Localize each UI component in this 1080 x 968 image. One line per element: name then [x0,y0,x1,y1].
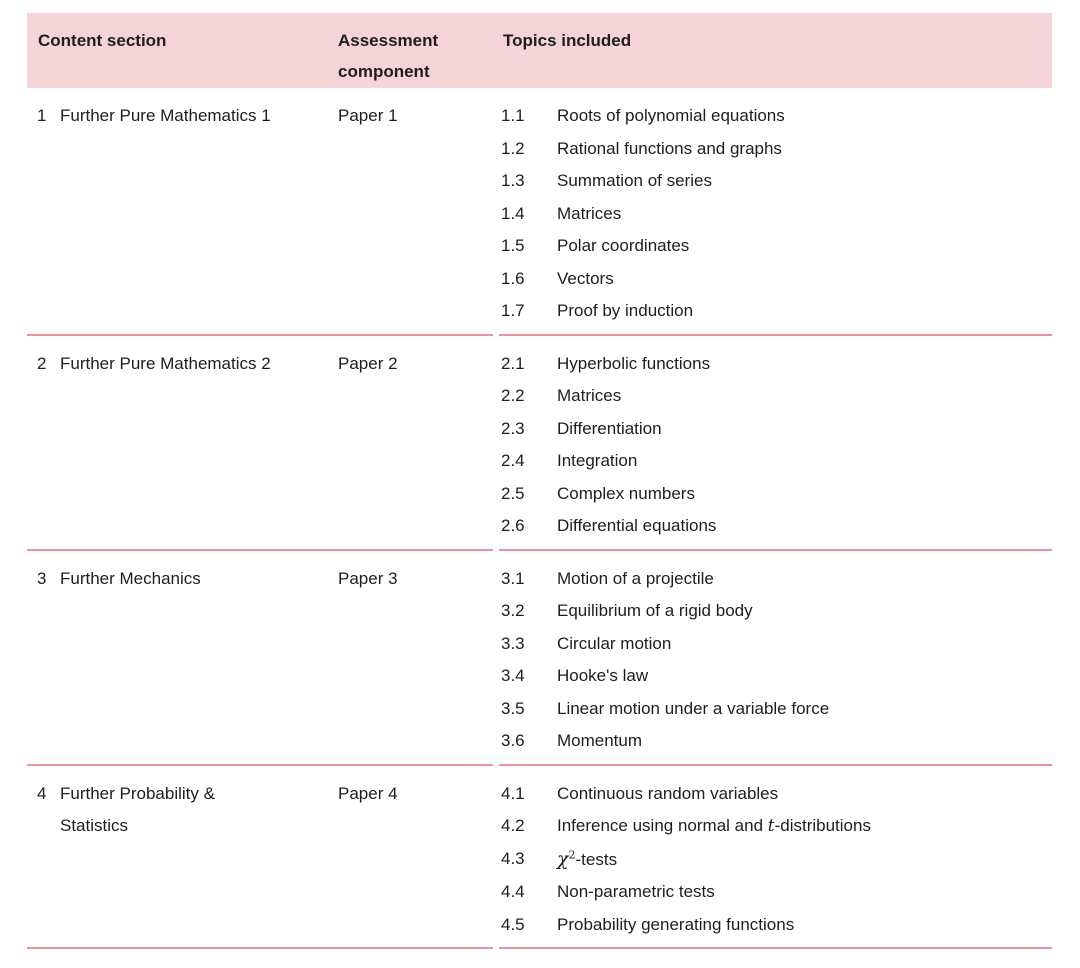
topic-number: 2.3 [501,418,525,438]
topic-number: 2.4 [501,451,525,470]
topic-number: 2.5 [501,483,525,503]
topic-item [501,198,1052,231]
topic-text: Momentum [557,731,643,750]
topic-number: 2.6 [501,516,525,535]
topics-list [499,88,1052,336]
topic-text: Matrices [557,386,622,405]
topic-item [501,295,1052,328]
topic-item [501,563,1052,596]
table-row-further-pure-mathematics-1 [27,88,1052,336]
table-header-row [27,13,1052,88]
topic-number: 1.4 [501,203,525,223]
topic-text: Circular motion [557,633,672,653]
table-row-further-probability-statistics [27,766,1052,950]
syllabus-table [27,13,1052,949]
topics-list [499,766,1052,950]
topic-item [501,660,1052,693]
topics-list [499,551,1052,766]
assessment-paper: Paper 1 [338,106,398,125]
topic-number: 4.2 [501,816,525,835]
topic-number: 3.4 [501,666,525,685]
assessment-paper: Paper 2 [338,353,398,373]
topic-text: Hyperbolic functions [557,353,711,373]
topic-text: Rational functions and graphs [557,138,782,158]
topic-item [501,348,1052,381]
topic-number: 1.6 [501,268,525,288]
topic-text-post: -tests [575,849,618,869]
topic-item [501,510,1052,543]
topic-text: Hooke's law [557,666,649,685]
topic-text: Integration [557,451,638,470]
topic-text: Polar coordinates [557,236,690,255]
topic-text: Roots of polynomial equations [557,106,785,125]
section-title: Further Pure Mathematics 2 [60,353,271,373]
topic-text: Matrices [557,203,622,223]
topic-item [501,843,1052,877]
topic-text-pre: Inference using normal and [557,816,768,835]
topic-text-t-distributions [557,810,1052,843]
section-title: Further Pure Mathematics 1 [60,106,271,125]
topic-number: 1.3 [501,171,525,190]
table-row-further-pure-mathematics-2 [27,336,1052,551]
topic-item [501,725,1052,758]
topic-text: Summation of series [557,171,712,190]
topic-text-chi-squared [557,843,1052,877]
topic-number: 3.3 [501,633,525,653]
topic-item [501,876,1052,909]
topic-text: Motion of a projectile [557,568,714,588]
section-title: Further Probability & Statistics [60,783,215,835]
topic-item [501,628,1052,661]
topic-item [501,100,1052,133]
section-number: 1 [37,106,47,125]
topic-text: Differentiation [557,418,662,438]
topic-number: 3.2 [501,601,525,620]
topic-item [501,165,1052,198]
topic-item [501,380,1052,413]
topic-number: 1.1 [501,106,525,125]
topic-number: 1.5 [501,236,525,255]
row-left-section [27,88,493,336]
topic-item [501,445,1052,478]
row-left-section [27,336,493,551]
topic-number: 1.2 [501,138,525,158]
topic-item [501,133,1052,166]
topic-number: 1.7 [501,301,525,320]
topic-item [501,693,1052,726]
section-number: 4 [37,783,47,803]
row-left-section [27,766,493,950]
topic-text: Complex numbers [557,483,695,503]
header-assessment-component: Assessment component [338,31,439,81]
topic-text: Proof by induction [557,301,694,320]
topic-text-post: -distributions [774,816,871,835]
header-content-section: Content section [38,31,167,50]
topic-text: Continuous random variables [557,783,779,803]
topic-item [501,413,1052,446]
assessment-paper: Paper 4 [338,783,398,803]
topic-number: 3.1 [501,568,525,588]
topic-text: Differential equations [557,516,717,535]
topic-item [501,810,1052,843]
topic-number: 2.1 [501,353,525,373]
italic-t: t [767,816,775,836]
topic-text: Linear motion under a variable force [557,698,830,718]
section-number: 3 [37,568,47,588]
table-row-further-mechanics [27,551,1052,766]
section-number: 2 [37,353,47,373]
topic-item [501,778,1052,811]
topic-item [501,263,1052,296]
superscript-2: 2 [568,847,576,861]
header-topics-included: Topics included [503,31,632,50]
topic-text: Equilibrium of a rigid body [557,601,753,620]
row-left-section [27,551,493,766]
section-title: Further Mechanics [60,568,201,588]
topic-item [501,595,1052,628]
topic-item [501,909,1052,942]
chi-symbol: χ [557,847,569,870]
topic-item [501,478,1052,511]
topic-number: 4.3 [501,848,525,868]
topic-text: Probability generating functions [557,914,795,934]
topic-text: Non-parametric tests [557,882,715,901]
topic-number: 2.2 [501,386,525,405]
assessment-paper: Paper 3 [338,568,398,588]
topic-number: 3.5 [501,698,525,718]
topic-number: 3.6 [501,731,525,750]
topics-list [499,336,1052,551]
topic-number: 4.4 [501,882,525,901]
topic-number: 4.1 [501,783,525,803]
topic-number: 4.5 [501,914,525,934]
topic-text: Vectors [557,268,614,288]
topic-item [501,230,1052,263]
